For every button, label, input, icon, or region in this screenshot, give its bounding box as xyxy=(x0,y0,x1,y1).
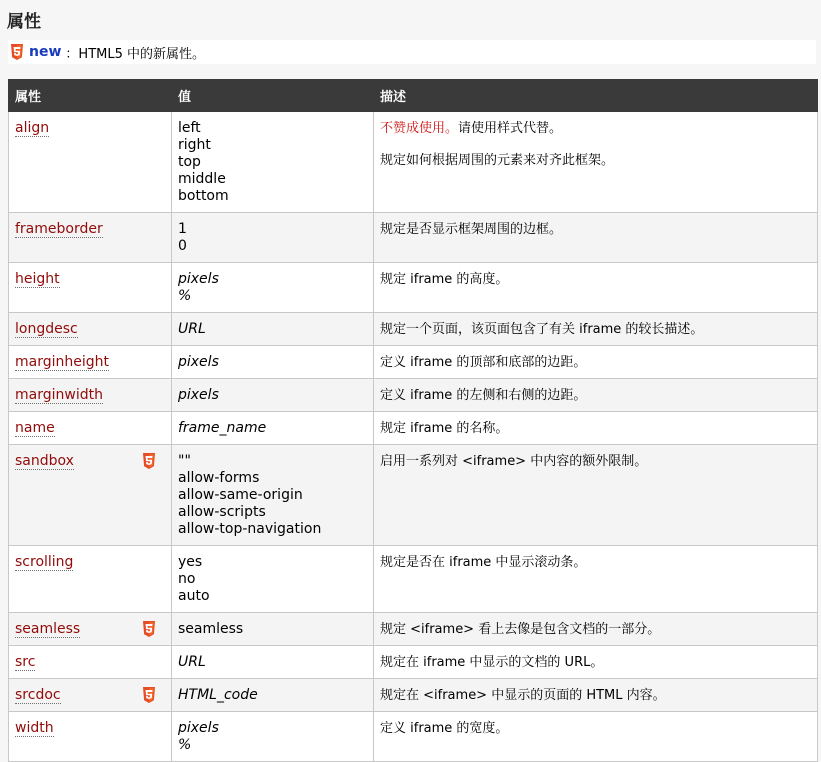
value-item: pixels xyxy=(178,387,219,403)
attr-link-sandbox[interactable]: sandbox xyxy=(15,453,74,469)
attr-link-name[interactable]: name xyxy=(15,420,55,436)
attr-cell xyxy=(9,313,172,346)
value-item: top xyxy=(178,154,201,170)
header-value: 值 xyxy=(172,80,374,112)
value-cell xyxy=(172,112,374,213)
description-text: 规定在 <iframe> 中显示的页面的 HTML 内容。 xyxy=(380,688,666,703)
desc-cell xyxy=(374,712,818,762)
value-item: 1 xyxy=(178,221,187,237)
value-item: URL xyxy=(178,321,206,337)
value-item: middle xyxy=(178,171,226,187)
desc-cell xyxy=(374,346,818,379)
attr-cell xyxy=(9,679,172,712)
table-row xyxy=(9,379,818,412)
attr-link-width[interactable]: width xyxy=(15,720,54,736)
table-row xyxy=(9,613,818,646)
desc-cell xyxy=(374,263,818,313)
value-item: allow-same-origin xyxy=(178,487,303,503)
desc-cell xyxy=(374,412,818,445)
attr-link-marginwidth[interactable]: marginwidth xyxy=(15,387,103,403)
value-cell xyxy=(172,546,374,613)
html5-icon xyxy=(142,621,156,637)
value-item: yes xyxy=(178,554,203,570)
value-item: % xyxy=(178,737,192,753)
attr-cell xyxy=(9,263,172,313)
attr-link-src[interactable]: src xyxy=(15,654,36,670)
description-text: 规定是否在 iframe 中显示滚动条。 xyxy=(380,555,587,570)
description-text: 规定在 iframe 中显示的文档的 URL。 xyxy=(380,655,604,670)
table-body xyxy=(9,112,818,762)
value-item: % xyxy=(178,288,192,304)
value-item: right xyxy=(178,137,211,153)
value-item: "" xyxy=(178,453,191,469)
value-item: seamless xyxy=(178,621,244,637)
attr-link-seamless[interactable]: seamless xyxy=(15,621,81,637)
attr-link-longdesc[interactable]: longdesc xyxy=(15,321,78,337)
attr-cell xyxy=(9,712,172,762)
value-cell xyxy=(172,346,374,379)
table-header-row xyxy=(9,80,818,112)
description-text: 定义 iframe 的左侧和右侧的边距。 xyxy=(380,388,587,403)
value-cell xyxy=(172,679,374,712)
description-text: 规定一个页面，该页面包含了有关 iframe 的较长描述。 xyxy=(380,322,704,337)
attr-link-marginheight[interactable]: marginheight xyxy=(15,354,110,370)
attr-cell xyxy=(9,346,172,379)
value-item: allow-top-navigation xyxy=(178,521,322,537)
value-cell xyxy=(172,263,374,313)
attr-cell xyxy=(9,613,172,646)
value-cell xyxy=(172,646,374,679)
deprecated-label: 不赞成使用。 xyxy=(380,121,459,136)
desc-cell xyxy=(374,213,818,263)
note-text: HTML5 中的新属性。 xyxy=(78,46,206,62)
value-item: allow-forms xyxy=(178,470,260,486)
desc-cell xyxy=(374,546,818,613)
attr-cell xyxy=(9,646,172,679)
value-cell xyxy=(172,613,374,646)
value-item: bottom xyxy=(178,188,229,204)
value-cell xyxy=(172,379,374,412)
attr-cell xyxy=(9,412,172,445)
attr-link-srcdoc[interactable]: srcdoc xyxy=(15,687,61,703)
table-row xyxy=(9,213,818,263)
desc-cell xyxy=(374,112,818,213)
table-row xyxy=(9,646,818,679)
header-desc: 描述 xyxy=(374,80,818,112)
value-item: HTML_code xyxy=(178,687,258,703)
new-label: new xyxy=(29,44,62,60)
attr-link-scrolling[interactable]: scrolling xyxy=(15,554,74,570)
attr-cell xyxy=(9,379,172,412)
value-cell xyxy=(172,412,374,445)
table-row xyxy=(9,546,818,613)
table-row xyxy=(9,346,818,379)
attr-link-align[interactable]: align xyxy=(15,120,50,136)
value-item: allow-scripts xyxy=(178,504,266,520)
attr-cell xyxy=(9,112,172,213)
html5-icon xyxy=(142,453,156,469)
deprecated-rest: 请使用样式代替。 xyxy=(458,121,563,136)
description-text: 定义 iframe 的宽度。 xyxy=(380,721,509,736)
table-row xyxy=(9,263,818,313)
description-text: 规定如何根据周围的元素来对齐此框架。 xyxy=(380,153,615,168)
desc-cell xyxy=(374,379,818,412)
desc-cell xyxy=(374,646,818,679)
value-item: 0 xyxy=(178,238,187,254)
desc-cell xyxy=(374,313,818,346)
html5-note xyxy=(8,40,816,64)
attr-cell xyxy=(9,213,172,263)
html5-icon xyxy=(142,687,156,703)
value-item: no xyxy=(178,571,196,587)
desc-cell xyxy=(374,679,818,712)
table-row xyxy=(9,112,818,213)
desc-cell xyxy=(374,445,818,546)
description-text: 规定 iframe 的高度。 xyxy=(380,272,509,287)
value-item: auto xyxy=(178,588,210,604)
description-text: 规定是否显示框架周围的边框。 xyxy=(380,222,563,237)
description-text: 定义 iframe 的顶部和底部的边距。 xyxy=(380,355,587,370)
value-item: left xyxy=(178,120,201,136)
table-row xyxy=(9,679,818,712)
value-cell xyxy=(172,712,374,762)
value-item: pixels xyxy=(178,354,219,370)
value-item: URL xyxy=(178,654,206,670)
attr-cell xyxy=(9,445,172,546)
description-text: 启用一系列对 <iframe> 中内容的额外限制。 xyxy=(380,454,648,469)
attr-link-frameborder[interactable]: frameborder xyxy=(15,221,103,237)
deprecation-note xyxy=(380,120,811,137)
note-separator: ： xyxy=(65,46,79,62)
description-text: 规定 iframe 的名称。 xyxy=(380,421,509,436)
description-text: 规定 <iframe> 看上去像是包含文档的一部分。 xyxy=(380,622,661,637)
attribute-table xyxy=(8,79,818,762)
value-item: pixels xyxy=(178,271,219,287)
attr-link-height[interactable]: height xyxy=(15,271,60,287)
table-row xyxy=(9,712,818,762)
value-cell xyxy=(172,213,374,263)
desc-cell xyxy=(374,613,818,646)
value-item: pixels xyxy=(178,720,219,736)
value-item: frame_name xyxy=(178,420,267,436)
value-cell xyxy=(172,445,374,546)
table-row xyxy=(9,313,818,346)
html5-icon xyxy=(10,44,24,60)
attr-cell xyxy=(9,546,172,613)
header-attr: 属性 xyxy=(9,80,172,112)
value-cell xyxy=(172,313,374,346)
section-title: 属性 xyxy=(7,12,41,32)
table-row xyxy=(9,412,818,445)
table-row xyxy=(9,445,818,546)
